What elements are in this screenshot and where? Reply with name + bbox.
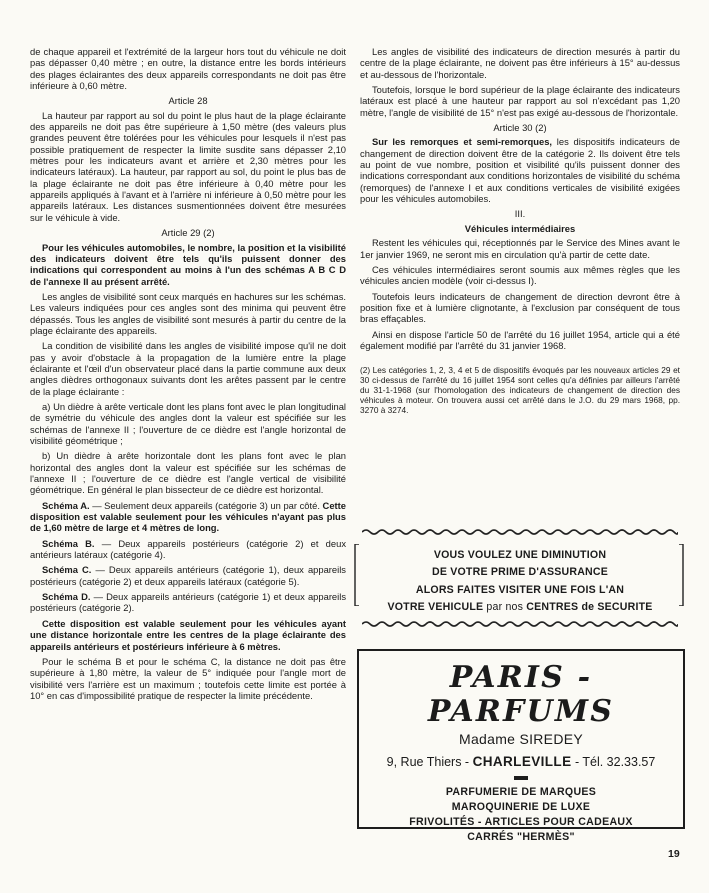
schema-label: Schéma C.	[42, 564, 92, 576]
bracket-right	[678, 544, 684, 606]
service-line: PARFUMERIE DE MARQUES	[445, 786, 597, 798]
paragraph: Les angles de visibilité des indicateurs de direction mesurés à partir du centre de la plage éclairante, ne doivent pas être inférieurs à 15° au-dessus et au-dessous de l'horizontale.	[360, 46, 680, 80]
insurance-ad-text	[366, 547, 674, 616]
footnote: (2) Les catégories 1, 2, 3, 4 et 5 de dispositifs évoqués par les nouveaux articles 29 et 30 ci-dessus de l'arrêté du 16 juillet 1954 sont celles qu'a définies par ailleurs l'arrêté du 31-1-1968 (sur l'homologation des indicateurs de changement de direction des véhicules à moteur. On trouvera aussi cet arrêté dans le J.O. du 29 mars 1968, pp. 3270 à 3274.	[360, 365, 680, 416]
paragraph-bold: Cette disposition est valable seulement pour les véhicules ayant une distance horizontale entre les centres de la plage éclairante des appareils antérieurs et postérieurs inférieure à 6 mètres.	[30, 617, 346, 652]
paragraph: Pour le schéma B et pour le schéma C, la distance ne doit pas être supérieure à 1,80 mètre, la valeur de 5° indiquée pour l'angle mort de visibilité vers l'arrière est un maximum ; toutefois cette limite est portée à 10° en cas d'impossibilité pratique de respecter la limite précédente.	[30, 655, 346, 701]
ad-line: VOUS VOULEZ UNE DIMINUTION	[433, 549, 607, 561]
shop-address	[359, 754, 683, 769]
schema-b	[30, 538, 346, 561]
ad-line	[366, 599, 674, 616]
schema-bold: Cette disposition est valable seulement pour les véhicules n'ayant pas plus de 1,60 mètre de large et 4 mètres de long.	[30, 499, 346, 534]
service-line: CARRÉS "HERMÈS"	[467, 831, 575, 843]
ad-line-part: VOTRE VEHICULE	[387, 600, 484, 613]
schema-label: Schéma A.	[42, 499, 90, 511]
article-30-heading: Article 30 (2)	[493, 122, 547, 134]
ad-line: DE VOTRE PRIME D'ASSURANCE	[431, 566, 609, 579]
address-phone: - Tél. 32.33.57	[571, 755, 656, 769]
paragraph: Les angles de visibilité sont ceux marqués en hachures sur les schémas. Les valeurs indiquées pour ces angles sont des minima qui peuvent être dépassés. Tous les angles de visibilité sont mesurés à partir du centre de la plage éclairante des appareils.	[30, 290, 346, 336]
schema-label: Schéma D.	[42, 591, 91, 603]
address-street: 9, Rue Thiers -	[386, 755, 473, 769]
schema-c	[30, 564, 346, 587]
left-column	[30, 46, 346, 705]
paragraph-bold-lead: Sur les remorques et semi-remorques,	[372, 136, 553, 148]
schema-label: Schéma B.	[42, 537, 95, 549]
shop-owner: Madame SIREDEY	[458, 731, 584, 747]
perfume-shop-advertisement	[357, 649, 685, 843]
schema-a	[30, 500, 346, 534]
wave-border-top	[362, 528, 678, 536]
schema-d	[30, 591, 346, 614]
bracket-left	[354, 544, 360, 606]
paragraph: de chaque appareil et l'extrémité de la largeur hors tout du véhicule ne doit pas dépasser 0,40 mètre ; en outre, la distance entre les bords intérieurs des plages éclairantes des deux appareils correspondants ne doit pas être inférieure à 0,60 mètre.	[30, 46, 346, 92]
paragraph: La condition de visibilité dans les angles de visibilité impose qu'il ne doit pas y avoir d'obstacle à la propagation de la lumière entre la plage éclairante et l'œil d'un observateur placé dans la partie commune aux deux angles dièdres orthogonaux suivants dont les arêtes passent par le centre de la plage éclairante :	[30, 340, 346, 397]
paragraph: Toutefois, lorsque le bord supérieur de la plage éclairante des indicateurs latéraux est placé à une hauteur par rapport au sol n'excédant pas 1,20 mètre, l'angle de visibilité de 15° n'est pas exigé au-dessous de l'horizontale.	[360, 84, 680, 118]
paragraph-text: les dispositifs indicateurs de changement de direction doivent être de la catégorie 2. Ils doivent être tels au point de vue nombre, position et visibilité qu'ils puissent donner des indications correspondant aux conditions horizontales de visibilité du schéma (remorques) de l'annexe I et aux conditions verticales de visibilité exigées pour les véhicules automobiles.	[360, 136, 680, 205]
paragraph: La hauteur par rapport au sol du point le plus haut de la plage éclairante des appareils ne doit pas être supérieure à 1,50 mètre (des valeurs plus grandes peuvent être tolérées pour les véhicules pour lesquels il n'est pas possible pratiquement de respecter la limite susdite sans dépasser 2,10 mètres pour les indicateurs avant et arrière et 2,30 mètres pour les indicateurs latéraux). La hauteur, par rapport au sol, du point le plus bas de la plage éclairante ne doit pas être inférieure à 0,40 mètre pour les appareils appliqués à l'avant et à l'arrière ni inférieure à 0,50 mètre pour les appareils latéraux. Les distances susmentionnées doivent être mesurées sur le véhicule à vide.	[30, 109, 346, 223]
paragraph: Toutefois leurs indicateurs de changement de direction devront être à position fixe et à lumière clignotante, à l'exclusion par conséquent de tous bras effaçables.	[360, 290, 680, 325]
schema-text: — Deux appareils postérieurs (catégorie 2) et deux antérieurs latéraux (catégorie 4).	[30, 537, 347, 561]
insurance-advertisement	[354, 522, 684, 634]
ad-line-part: CENTRES de SECURITE	[526, 600, 653, 613]
shop-services	[359, 785, 683, 845]
section-title: Véhicules intermédiaires	[464, 222, 576, 234]
paragraph: Ces véhicules intermédiaires seront soumis aux mêmes règles que les véhicules ancien modèle (voir ci-dessus I).	[360, 263, 680, 287]
article-28-heading: Article 28	[168, 95, 208, 107]
paragraph	[360, 136, 680, 204]
service-line: MAROQUINERIE DE LUXE	[451, 801, 591, 813]
address-city: CHARLEVILLE	[472, 754, 572, 769]
paragraph-bold: Pour les véhicules automobiles, le nombre, la position et la visibilité des indicateurs doivent être tels qu'ils puissent donner des indications qui correspondent au moins à l'un des schémas A B C D de l'annexe II au présent arrêté.	[30, 241, 346, 287]
paragraph: Restent les véhicules qui, réceptionnés par le Service des Mines avant le 1er janvier 1969, ne seront mis en circulation qu'à partir de cette date.	[360, 237, 680, 260]
schema-text: — Deux appareils antérieurs (catégorie 1) et deux appareils postérieurs (catégorie 2).	[30, 591, 347, 614]
schema-text: — Seulement deux appareils (catégorie 3) un par côté.	[89, 499, 323, 511]
paragraph: a) Un dièdre à arête verticale dont les plans font avec le plan longitudinal de symétrie du véhicule des angles dont la valeur est spécifiée sur les schémas de l'annexe II ; l'ouverture de ce dièdre est l'angle horizontal de visibilité géométrique ;	[30, 400, 346, 446]
paragraph: Ainsi en dispose l'article 50 de l'arrêté du 16 juillet 1954, article qui a été également modifié par l'arrêté du 31 janvier 1968.	[360, 328, 680, 351]
section-number: III.	[514, 208, 526, 220]
schema-text: — Deux appareils antérieurs (catégorie 1), deux appareils postérieurs (catégorie 2) et deux appareils latéraux (catégorie 5).	[30, 564, 346, 587]
service-line: FRIVOLITÉS - ARTICLES POUR CADEAUX	[409, 816, 633, 828]
wave-border-bottom	[362, 620, 678, 628]
article-29-heading: Article 29 (2)	[161, 227, 215, 239]
separator-dash	[514, 776, 528, 780]
page-number: 19	[668, 848, 680, 860]
shop-brand-name: PARIS - PARFUMS	[427, 660, 615, 729]
right-column	[360, 46, 680, 419]
paragraph: b) Un dièdre à arête horizontale dont les plans font avec le plan horizontal des angles dont la valeur est spécifiée sur les schémas de l'annexe II ; l'ouverture de ce dièdre est l'angle vertical de visibilité géométrique. En général le plan bissecteur de ce dièdre est horizontal.	[30, 450, 346, 496]
ad-line-part: par nos	[483, 600, 527, 613]
ad-line: ALORS FAITES VISITER UNE FOIS L'AN	[415, 583, 625, 596]
